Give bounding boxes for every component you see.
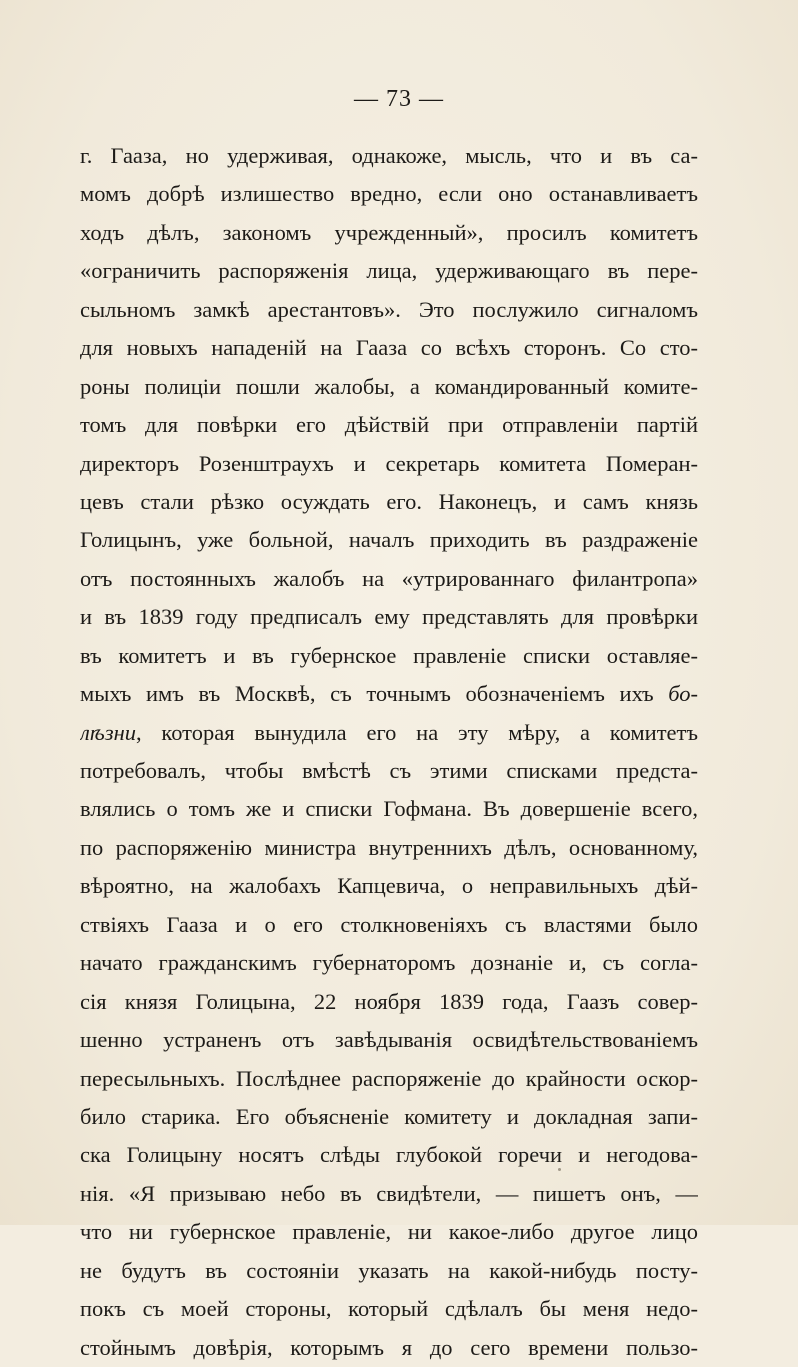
text-line: въ комитетъ и въ губернское правленіе списки оставляе- (80, 642, 698, 668)
body-text (80, 137, 698, 1367)
text-line: отъ постоянныхъ жалобъ на «утрированнаго филантропа» (80, 565, 698, 591)
text-line: по распоряженію министра внутреннихъ дѣлъ, основанному, (80, 834, 698, 860)
text-segment: мыхъ имъ въ Москвѣ, съ точнымъ обозначеніемъ ихъ (80, 681, 669, 707)
text-line: «ограничить распоряженія лица, удерживающаго въ пере- (80, 258, 698, 284)
text-line: потребовалъ, чтобы вмѣстѣ съ этими списками предста- (80, 758, 698, 783)
text-line: нія. «Я призываю небо въ свидѣтели, — пишетъ онъ, — (80, 1180, 698, 1206)
text-line: томъ для повѣрки его дѣйствій при отправленіи партій (80, 412, 698, 438)
text-line: стойнымъ довѣрія, которымъ я до сего времени пользо- (80, 1334, 698, 1360)
text-line: ствіяхъ Гааза и о его столкновеніяхъ съ властями было (80, 911, 698, 937)
paper-speck (558, 1168, 561, 1171)
text-line: начато гражданскимъ губернаторомъ дознаніе и, съ согла- (80, 950, 698, 976)
text-line (80, 714, 698, 752)
text-line: Голицынъ, уже больной, началъ приходить въ раздраженіе (80, 527, 698, 553)
text-line: сія князя Голицына, 22 ноября 1839 года, Гаазъ совер- (80, 988, 698, 1014)
text-line: для новыхъ нападеній на Гааза со всѣхъ сторонъ. Со сто- (80, 335, 698, 361)
text-line: пересыльныхъ. Послѣднее распоряженіе до крайности оскор- (80, 1065, 698, 1091)
italic-word: бо- (668, 681, 698, 707)
text-line: покъ съ моей стороны, который сдѣлалъ бы меня недо- (80, 1296, 698, 1322)
text-line: роны полиціи пошли жалобы, а командированный комите- (80, 373, 698, 399)
text-line: шенно устраненъ отъ завѣдыванія освидѣтельствованіемъ (80, 1027, 698, 1053)
text-line: сыльномъ замкѣ арестантовъ». Это послужило сигналомъ (80, 296, 698, 322)
text-line: и въ 1839 году предписалъ ему представлять для провѣрки (80, 604, 698, 630)
text-line: что ни губернское правленіе, ни какое-либо другое лицо (80, 1219, 698, 1245)
text-line: цевъ стали рѣзко осуждать его. Наконецъ, и самъ князь (80, 488, 698, 514)
text-line: ходъ дѣлъ, закономъ учрежденный», просилъ комитетъ (80, 219, 698, 245)
page-number: — 73 — (354, 86, 444, 112)
text-line: било старика. Его объясненіе комитету и докладная запи- (80, 1103, 698, 1129)
text-line: вѣроятно, на жалобахъ Капцевича, о неправильныхъ дѣй- (80, 873, 698, 899)
text-line: момъ добрѣ излишество вредно, если оно останавливаетъ (80, 181, 698, 207)
text-line (80, 675, 698, 713)
text-segment: , которая вынудила его на эту мѣру, а комитетъ (136, 719, 698, 745)
text-line: ска Голицыну носятъ слѣды глубокой горечи и негодова- (80, 1142, 698, 1168)
text-line: влялись о томъ же и списки Гофмана. Въ довершеніе всего, (80, 796, 698, 822)
text-line: г. Гааза, но удерживая, однакоже, мысль, что и въ са- (80, 143, 698, 168)
text-line: директоръ Розенштраухъ и секретарь комитета Померан- (80, 450, 698, 476)
italic-word: лѣзни (80, 719, 137, 745)
text-line: не будутъ въ состояніи указать на какой-нибудь посту- (80, 1257, 698, 1283)
